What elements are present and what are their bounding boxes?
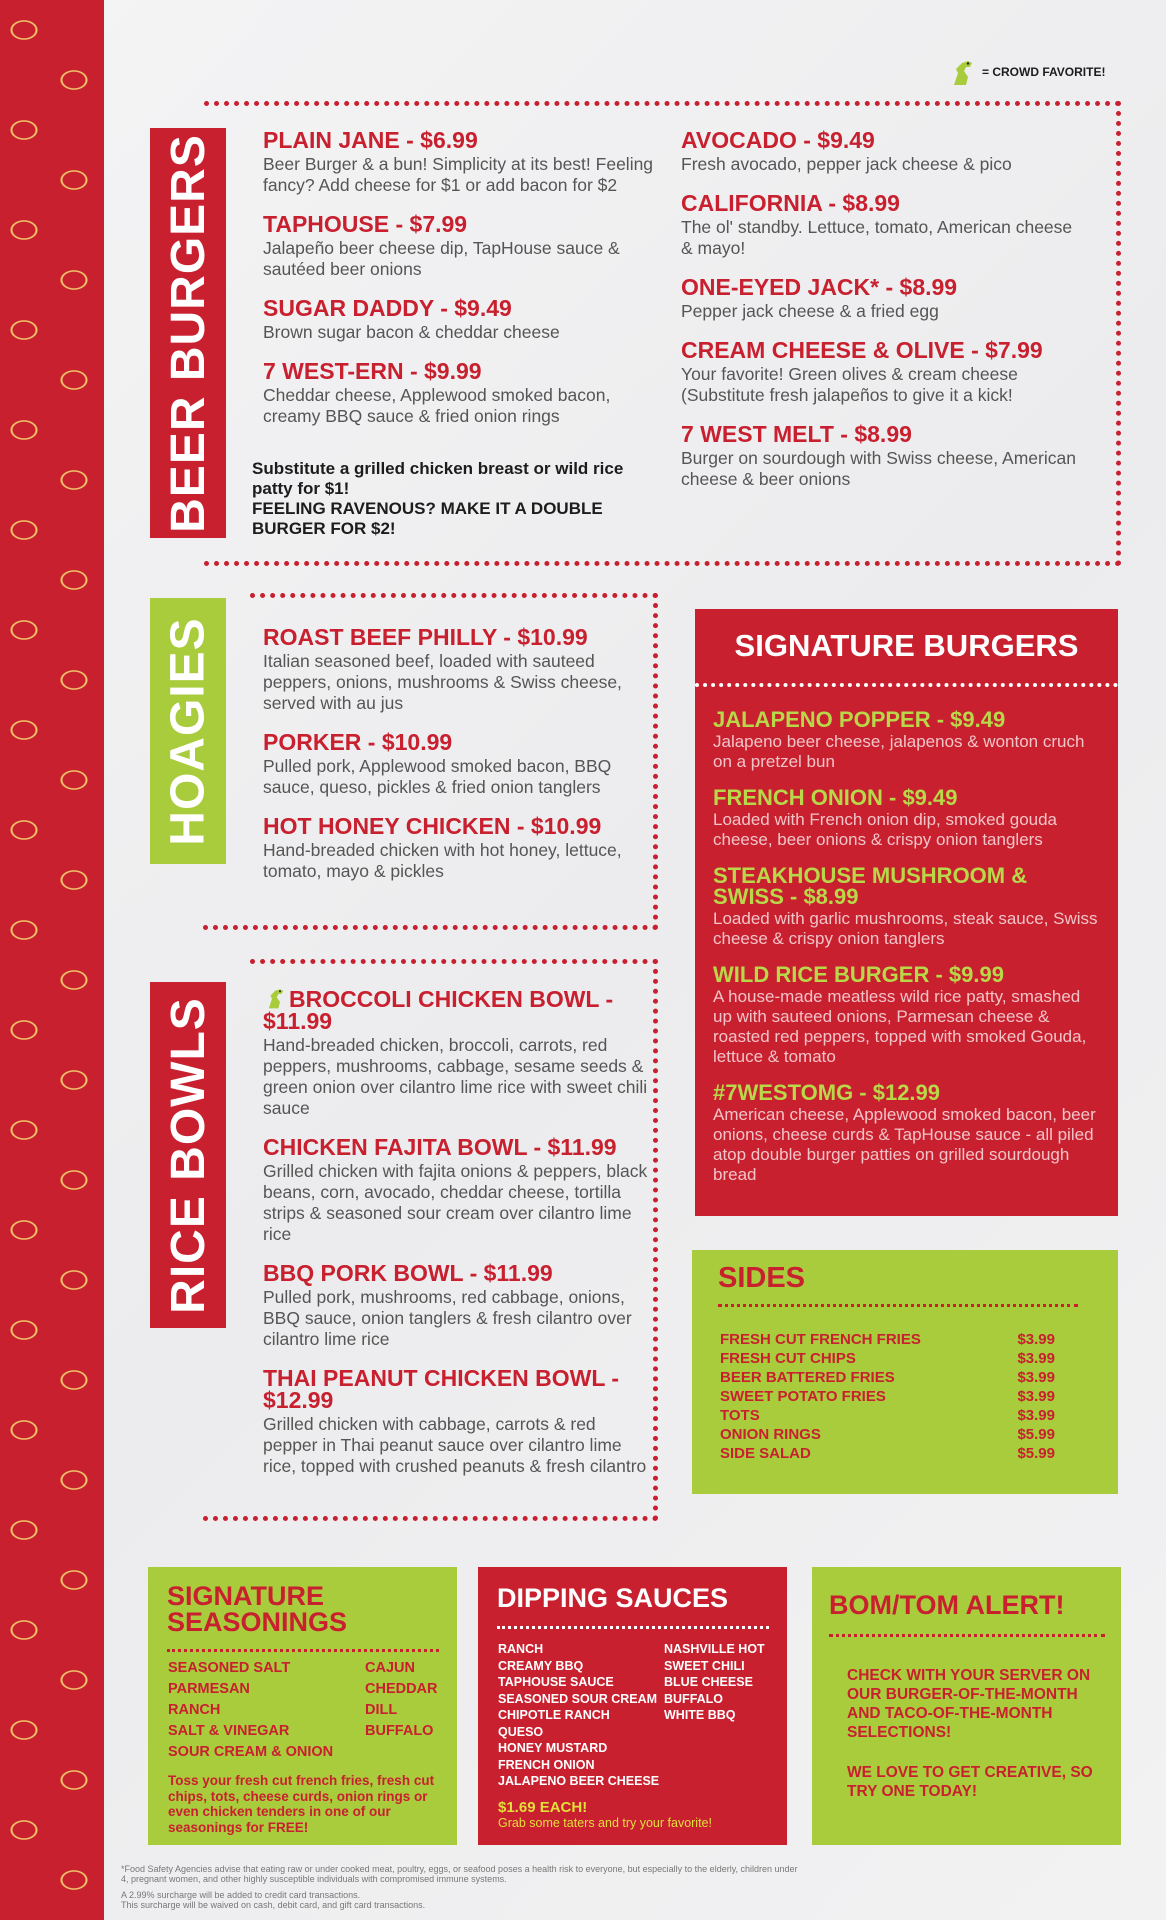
sauces-right-column bbox=[664, 1641, 774, 1790]
side-price: $3.99 bbox=[1017, 1350, 1055, 1367]
menu-item bbox=[713, 1082, 1100, 1185]
sauce-item: SWEET CHILI bbox=[664, 1658, 745, 1673]
sauce-item: SEASONED SOUR CREAM bbox=[498, 1691, 658, 1706]
menu-item bbox=[263, 1136, 648, 1245]
legend-text: = CROWD FAVORITE! bbox=[982, 65, 1106, 79]
item-description: Pulled pork, mushrooms, red cabbage, onions, BBQ sauce, onion tanglers & fresh cilantro over cilantro lime rice bbox=[263, 1287, 632, 1349]
seasonings-panel bbox=[148, 1567, 457, 1845]
sauces-left-column bbox=[498, 1641, 664, 1790]
item-title: #7WESTOMG - $12.99 bbox=[713, 1080, 941, 1105]
item-title: 7 WEST-ERN - $9.99 bbox=[263, 358, 482, 384]
sauces-list bbox=[498, 1641, 774, 1790]
alert-title: BOM/TOM ALERT! bbox=[829, 1590, 1065, 1620]
side-row bbox=[720, 1406, 1055, 1425]
item-title: BBQ PORK BOWL - $11.99 bbox=[263, 1260, 553, 1286]
item-description: Brown sugar bacon & cheddar cheese bbox=[263, 322, 560, 342]
sides-title: SIDES bbox=[718, 1262, 806, 1294]
item-title: ROAST BEEF PHILLY - $10.99 bbox=[263, 624, 588, 650]
seasoning-item: RANCH bbox=[168, 1702, 221, 1718]
sauces-tagline: Grab some taters and try your favorite! bbox=[498, 1816, 712, 1830]
menu-item bbox=[681, 423, 1081, 490]
seasoning-item: BUFFALO bbox=[365, 1723, 434, 1739]
alert-divider bbox=[829, 1634, 1105, 1637]
side-name: FRESH CUT CHIPS bbox=[720, 1350, 856, 1367]
food-safety-advisory: *Food Safety Agencies advise that eating raw or under cooked meat, poultry, eggs, or seafood poses a health risk to everyone, but especially to the elderly, children under 4, pregnant women, and other highly susceptible individuals with compromised immune systems. bbox=[121, 1864, 798, 1884]
beer-burgers-right-column bbox=[681, 129, 1081, 507]
surcharge-note-2: This surcharge will be waived on cash, debit card, and gift card transactions. bbox=[121, 1900, 426, 1910]
menu-item bbox=[713, 964, 1100, 1067]
item-title: CREAM CHEESE & OLIVE - $7.99 bbox=[681, 337, 1043, 363]
side-name: SWEET POTATO FRIES bbox=[720, 1388, 886, 1405]
alert-text-1: CHECK WITH YOUR SERVER ON OUR BURGER-OF-THE-MONTH AND TACO-OF-THE-MONTH SELECTIONS! bbox=[847, 1667, 1091, 1741]
substitute-note: Substitute a grilled chicken breast or wild rice patty for $1! bbox=[252, 459, 624, 498]
side-price: $5.99 bbox=[1017, 1445, 1055, 1462]
item-description: Grilled chicken with fajita onions & peppers, black beans, corn, avocado, cheddar cheese, tortilla strips & seasoned sour cream over cilantro lime rice bbox=[263, 1161, 648, 1244]
seasoning-item: PARMESAN bbox=[168, 1681, 250, 1697]
item-description: Jalapeno beer cheese, jalapenos & wonton cruch on a pretzel bun bbox=[713, 732, 1085, 771]
menu-item bbox=[263, 360, 663, 427]
item-title: STEAKHOUSE MUSHROOM & SWISS - $8.99 bbox=[713, 863, 1028, 909]
menu-item bbox=[263, 1262, 648, 1350]
item-title: FRENCH ONION - $9.49 bbox=[713, 785, 958, 810]
menu-item bbox=[263, 626, 648, 714]
item-description: Burger on sourdough with Swiss cheese, American cheese & beer onions bbox=[681, 448, 1076, 489]
seasoning-item: SALT & VINEGAR bbox=[168, 1723, 290, 1739]
sides-divider bbox=[718, 1304, 1078, 1307]
menu-item bbox=[263, 815, 648, 882]
seasoning-item: SEASONED SALT bbox=[168, 1660, 291, 1676]
item-title: WILD RICE BURGER - $9.99 bbox=[713, 962, 1004, 987]
item-title-text: BROCCOLI CHICKEN BOWL - $11.99 bbox=[263, 986, 614, 1034]
item-description: Loaded with garlic mushrooms, steak sauce, Swiss cheese & crispy onion tanglers bbox=[713, 909, 1098, 948]
item-title: TAPHOUSE - $7.99 bbox=[263, 211, 468, 237]
item-description: Pepper jack cheese & a fried egg bbox=[681, 301, 939, 321]
item-title: JALAPENO POPPER - $9.49 bbox=[713, 707, 1006, 732]
seasoning-item: CHEDDAR bbox=[365, 1681, 438, 1697]
item-title: 7 WEST MELT - $8.99 bbox=[681, 421, 912, 447]
sauces-price: $1.69 EACH! bbox=[498, 1799, 588, 1816]
sauce-item: TAPHOUSE SAUCE bbox=[498, 1675, 614, 1689]
sauce-item: WHITE BBQ bbox=[664, 1708, 736, 1722]
bom-tom-alert-panel bbox=[812, 1567, 1121, 1845]
item-title: AVOCADO - $9.49 bbox=[681, 127, 875, 153]
item-description: American cheese, Applewood smoked bacon, beer onions, cheese curds & TapHouse sauce - all piled atop double burger patties on grilled sourdough bread bbox=[713, 1105, 1096, 1184]
rice-bowls-banner-text: RICE BOWLS bbox=[161, 996, 215, 1314]
side-price: $3.99 bbox=[1017, 1407, 1055, 1424]
crowd-favorite-legend bbox=[948, 57, 1105, 87]
side-price: $3.99 bbox=[1017, 1369, 1055, 1386]
item-title: ONE-EYED JACK* - $8.99 bbox=[681, 274, 958, 300]
sauce-item: HONEY MUSTARD bbox=[498, 1741, 608, 1755]
item-description: Hand-breaded chicken with hot honey, lettuce, tomato, mayo & pickles bbox=[263, 840, 622, 881]
side-price: $3.99 bbox=[1017, 1331, 1055, 1348]
seasonings-divider bbox=[167, 1649, 439, 1652]
side-name: TOTS bbox=[720, 1407, 760, 1424]
item-title: CHICKEN FAJITA BOWL - $11.99 bbox=[263, 1134, 617, 1160]
sauce-item: JALAPENO BEER CHEESE bbox=[498, 1774, 660, 1788]
sauce-item: BLUE CHEESE bbox=[664, 1675, 753, 1689]
menu-item bbox=[713, 709, 1100, 772]
signature-burgers-panel bbox=[695, 609, 1118, 1216]
sides-list bbox=[720, 1330, 1055, 1463]
seasonings-list bbox=[168, 1659, 445, 1762]
menu-item bbox=[681, 339, 1081, 406]
hoagies-border-top bbox=[250, 593, 658, 598]
beer-burgers-left-column bbox=[263, 129, 663, 444]
dipping-sauces-panel bbox=[478, 1567, 787, 1845]
signature-burgers-header: SIGNATURE BURGERS bbox=[695, 609, 1118, 687]
menu-item bbox=[263, 213, 663, 280]
item-description: The ol' standby. Lettuce, tomato, American cheese & mayo! bbox=[681, 217, 1073, 258]
seasoning-item: DILL bbox=[365, 1702, 398, 1718]
item-description: Loaded with French onion dip, smoked gouda cheese, beer onions & crispy onion tanglers bbox=[713, 810, 1058, 849]
menu-item bbox=[263, 986, 648, 1119]
menu-item bbox=[681, 276, 1081, 322]
rice-bowls-banner bbox=[150, 982, 226, 1328]
alert-text-2: WE LOVE TO GET CREATIVE, SO TRY ONE TODAY! bbox=[847, 1764, 1093, 1800]
dinosaur-icon bbox=[948, 57, 978, 87]
hoagies-banner bbox=[150, 598, 226, 864]
menu-item bbox=[681, 192, 1081, 259]
sauces-divider bbox=[497, 1626, 769, 1629]
side-name: ONION RINGS bbox=[720, 1426, 821, 1443]
side-price: $5.99 bbox=[1017, 1426, 1055, 1443]
side-name: SIDE SALAD bbox=[720, 1445, 811, 1462]
seasoning-item: CAJUN bbox=[365, 1660, 415, 1676]
hoagies-banner-text: HOAGIES bbox=[161, 616, 215, 846]
seasonings-title: SIGNATURE SEASONINGS bbox=[167, 1581, 348, 1637]
item-title: PLAIN JANE - $6.99 bbox=[263, 127, 478, 153]
side-row bbox=[720, 1425, 1055, 1444]
side-row bbox=[720, 1387, 1055, 1406]
side-row bbox=[720, 1444, 1055, 1463]
sauce-item: BUFFALO bbox=[664, 1691, 724, 1706]
item-title: PORKER - $10.99 bbox=[263, 729, 453, 755]
double-burger-note: FEELING RAVENOUS? MAKE IT A DOUBLE BURGER FOR $2! bbox=[252, 499, 603, 538]
beer-burgers-notes bbox=[252, 459, 642, 539]
burger-pattern-strip bbox=[0, 0, 104, 1920]
sides-panel bbox=[692, 1250, 1118, 1494]
menu-item bbox=[263, 731, 648, 798]
side-row bbox=[720, 1368, 1055, 1387]
item-description: Grilled chicken with cabbage, carrots & red pepper in Thai peanut sauce over cilantro lime rice, topped with crushed peanuts & fresh cilantro bbox=[263, 1414, 647, 1476]
menu-item bbox=[263, 297, 663, 343]
side-price: $3.99 bbox=[1017, 1388, 1055, 1405]
sauce-item: CHIPOTLE RANCH bbox=[498, 1708, 610, 1722]
item-description: Hand-breaded chicken, broccoli, carrots, red peppers, mushrooms, cabbage, sesame seeds & green onion over cilantro lime rice with sweet chili sauce bbox=[263, 1035, 648, 1118]
menu-item bbox=[713, 865, 1100, 949]
beer-burgers-banner bbox=[150, 128, 226, 538]
item-description: A house-made meatless wild rice patty, smashed up with sauteed onions, Parmesan cheese & roasted red peppers, topped with smoked Gouda, lettuce & tomato bbox=[713, 987, 1087, 1066]
sauce-item: QUESO bbox=[498, 1724, 544, 1739]
beer-burgers-banner-text: BEER BURGERS bbox=[161, 133, 215, 533]
signature-burgers-list bbox=[695, 687, 1118, 1185]
rice-bowls-border-top bbox=[250, 959, 658, 964]
rice-bowls-column bbox=[263, 986, 648, 1494]
menu-item bbox=[713, 787, 1100, 850]
item-title bbox=[263, 986, 648, 1032]
sauce-item: NASHVILLE HOT bbox=[664, 1642, 765, 1656]
side-row bbox=[720, 1330, 1055, 1349]
dipping-sauces-title: DIPPING SAUCES bbox=[497, 1583, 729, 1613]
seasoning-item: SOUR CREAM & ONION bbox=[168, 1744, 334, 1760]
menu-item bbox=[263, 129, 663, 196]
item-description: Fresh avocado, pepper jack cheese & pico bbox=[681, 154, 1012, 174]
item-description: Your favorite! Green olives & cream cheese (Substitute fresh jalapeños to give it a kick! bbox=[681, 364, 1018, 405]
item-title: SUGAR DADDY - $9.49 bbox=[263, 295, 512, 321]
item-description: Jalapeño beer cheese dip, TapHouse sauce & sautéed beer onions bbox=[263, 238, 620, 279]
item-description: Pulled pork, Applewood smoked bacon, BBQ sauce, queso, pickles & fried onion tanglers bbox=[263, 756, 612, 797]
item-description: Cheddar cheese, Applewood smoked bacon, creamy BBQ sauce & fried onion rings bbox=[263, 385, 611, 426]
side-row bbox=[720, 1349, 1055, 1368]
dinosaur-icon bbox=[263, 986, 289, 1010]
menu-item bbox=[263, 1367, 648, 1477]
seasonings-note: Toss your fresh cut french fries, fresh cut chips, tots, cheese curds, onion rings or even chicken tenders in one of our seasonings for FREE! bbox=[168, 1773, 435, 1835]
sauce-item: CREAMY BBQ bbox=[498, 1658, 584, 1673]
sauce-item: FRENCH ONION bbox=[498, 1757, 595, 1772]
item-description: Italian seasoned beef, loaded with sauteed peppers, onions, mushrooms & Swiss cheese, served with au jus bbox=[263, 651, 622, 713]
item-description: Beer Burger & a bun! Simplicity at its best! Feeling fancy? Add cheese for $1 or add bacon for $2 bbox=[263, 154, 654, 195]
item-title: HOT HONEY CHICKEN - $10.99 bbox=[263, 813, 602, 839]
sauce-item: RANCH bbox=[498, 1642, 544, 1656]
side-name: BEER BATTERED FRIES bbox=[720, 1369, 895, 1386]
menu-item bbox=[681, 129, 1081, 175]
item-title: THAI PEANUT CHICKEN BOWL - $12.99 bbox=[263, 1365, 620, 1413]
item-title: CALIFORNIA - $8.99 bbox=[681, 190, 900, 216]
side-name: FRESH CUT FRENCH FRIES bbox=[720, 1331, 921, 1348]
surcharge-note-1: A 2.99% surcharge will be added to credit card transactions. bbox=[121, 1890, 361, 1900]
hoagies-column bbox=[263, 626, 648, 899]
